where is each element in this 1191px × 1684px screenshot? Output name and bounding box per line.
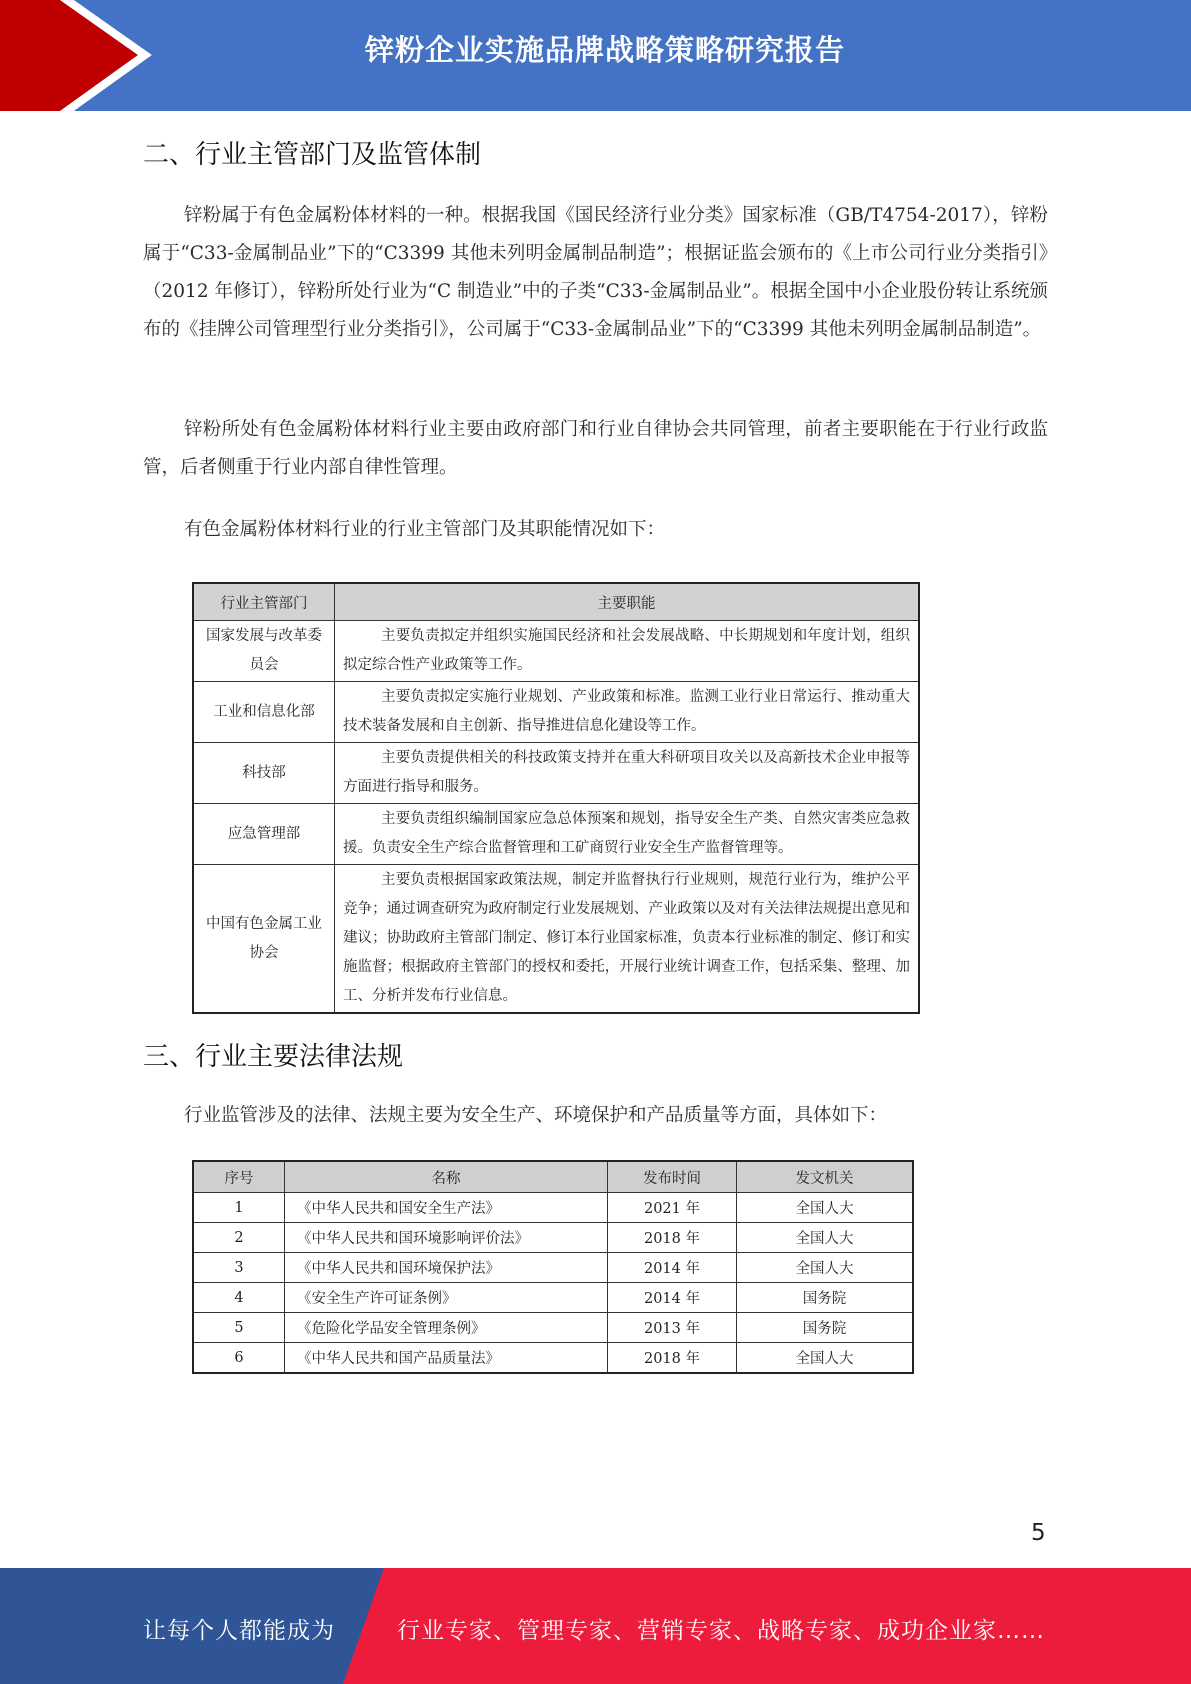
- law-name-cell: 《中华人民共和国产品质量法》: [285, 1343, 608, 1374]
- footer-banner: [0, 1568, 1191, 1684]
- function-cell: 主要负责拟定实施行业规划、产业政策和标准。监测工业行业日常运行、推动重大技术装备发展和自主创新、指导推进信息化建设等工作。: [335, 682, 920, 743]
- paragraph-laws-intro: 行业监管涉及的法律、法规主要为安全生产、环境保护和产品质量等方面，具体如下：: [184, 1105, 888, 1126]
- column-header-number: 序号: [193, 1161, 285, 1193]
- report-title: 锌粉企业实施品牌战略策略研究报告: [364, 33, 845, 67]
- regulators-table: [192, 582, 920, 1014]
- department-cell: 工业和信息化部: [193, 682, 335, 743]
- function-cell: 主要负责提供相关的科技政策支持并在重大科研项目攻关以及高新技术企业申报等方面进行指导和服务。: [335, 743, 920, 804]
- table-row: [193, 804, 919, 865]
- table-row: [193, 865, 919, 1014]
- paragraph-classification: 锌粉属于有色金属粉体材料的一种。根据我国《国民经济行业分类》国家标准（GB/T4754-2017），锌粉属于“C33-金属制品业”下的“C3399 其他未列明金属制品制造”；根据证监会颁布的《上市公司行业分类指引》（2012 年修订），锌粉所处行业为“C 制造业”中的子类“C33-金属制品业”。根据全国中小企业股份转让系统颁布的《挂牌公司管理型行业分类指引》，公司属于“C33-金属制品业”下的“C3399 其他未列明金属制品制造”。: [143, 205, 1048, 340]
- table-row: [193, 682, 919, 743]
- table-row: [193, 1223, 913, 1253]
- law-name-cell: 《中华人民共和国环境影响评价法》: [285, 1223, 608, 1253]
- law-name-cell: 《中华人民共和国安全生产法》: [285, 1193, 608, 1223]
- law-name-cell: 《危险化学品安全管理条例》: [285, 1313, 608, 1343]
- issuer-cell: 全国人大: [737, 1223, 914, 1253]
- column-header-issuer: 发文机关: [737, 1161, 914, 1193]
- date-cell: 2021 年: [608, 1193, 737, 1223]
- column-header-function: 主要职能: [335, 583, 920, 621]
- date-cell: 2018 年: [608, 1223, 737, 1253]
- column-header-department: 行业主管部门: [193, 583, 335, 621]
- function-cell: 主要负责拟定并组织实施国民经济和社会发展战略、中长期规划和年度计划，组织拟定综合性产业政策等工作。: [335, 621, 920, 682]
- column-header-date: 发布时间: [608, 1161, 737, 1193]
- date-cell: 2014 年: [608, 1253, 737, 1283]
- laws-table: [192, 1160, 914, 1374]
- table-row: [193, 621, 919, 682]
- table-row: [193, 1313, 913, 1343]
- paragraph-table-intro: 有色金属粉体材料行业的行业主管部门及其职能情况如下：: [184, 519, 666, 540]
- table-row: [193, 1253, 913, 1283]
- department-cell: 国家发展与改革委员会: [193, 621, 335, 682]
- issuer-cell: 全国人大: [737, 1343, 914, 1374]
- table-row: [193, 1283, 913, 1313]
- column-header-name: 名称: [285, 1161, 608, 1193]
- number-cell: 3: [193, 1253, 285, 1283]
- department-cell: 应急管理部: [193, 804, 335, 865]
- section-heading-regulators: 二、行业主管部门及监管体制: [143, 140, 482, 170]
- number-cell: 1: [193, 1193, 285, 1223]
- date-cell: 2014 年: [608, 1283, 737, 1313]
- footer-slogan-left: 让每个人都能成为: [143, 1618, 335, 1644]
- issuer-cell: 全国人大: [737, 1253, 914, 1283]
- date-cell: 2013 年: [608, 1313, 737, 1343]
- header-banner: [0, 0, 1191, 111]
- table-header-row: [193, 583, 919, 621]
- issuer-cell: 国务院: [737, 1313, 914, 1343]
- issuer-cell: 全国人大: [737, 1193, 914, 1223]
- issuer-cell: 国务院: [737, 1283, 914, 1313]
- department-cell: 科技部: [193, 743, 335, 804]
- page-number: 5: [1031, 1520, 1046, 1546]
- number-cell: 5: [193, 1313, 285, 1343]
- paragraph-management: 锌粉所处有色金属粉体材料行业主要由政府部门和行业自律协会共同管理，前者主要职能在于行业行政监管，后者侧重于行业内部自律性管理。: [143, 419, 1048, 478]
- table-header-row: [193, 1161, 913, 1193]
- department-cell: 中国有色金属工业协会: [193, 865, 335, 1014]
- table-row: [193, 1193, 913, 1223]
- table-row: [193, 743, 919, 804]
- footer-slogan-right: 行业专家、管理专家、营销专家、战略专家、成功企业家……: [397, 1618, 1045, 1644]
- section-heading-laws: 三、行业主要法律法规: [143, 1042, 404, 1072]
- function-cell: 主要负责组织编制国家应急总体预案和规划，指导安全生产类、自然灾害类应急救援。负责安全生产综合监督管理和工矿商贸行业安全生产监督管理等。: [335, 804, 920, 865]
- function-cell: 主要负责根据国家政策法规，制定并监督执行行业规则，规范行业行为，维护公平竞争；通过调查研究为政府制定行业发展规划、产业政策以及对有关法律法规提出意见和建议；协助政府主管部门制定、修订本行业国家标准，负责本行业标准的制定、修订和实施监督；根据政府主管部门的授权和委托，开展行业统计调查工作，包括采集、整理、加工、分析并发布行业信息。: [335, 865, 920, 1014]
- date-cell: 2018 年: [608, 1343, 737, 1374]
- number-cell: 2: [193, 1223, 285, 1253]
- number-cell: 4: [193, 1283, 285, 1313]
- table-row: [193, 1343, 913, 1374]
- number-cell: 6: [193, 1343, 285, 1374]
- law-name-cell: 《中华人民共和国环境保护法》: [285, 1253, 608, 1283]
- law-name-cell: 《安全生产许可证条例》: [285, 1283, 608, 1313]
